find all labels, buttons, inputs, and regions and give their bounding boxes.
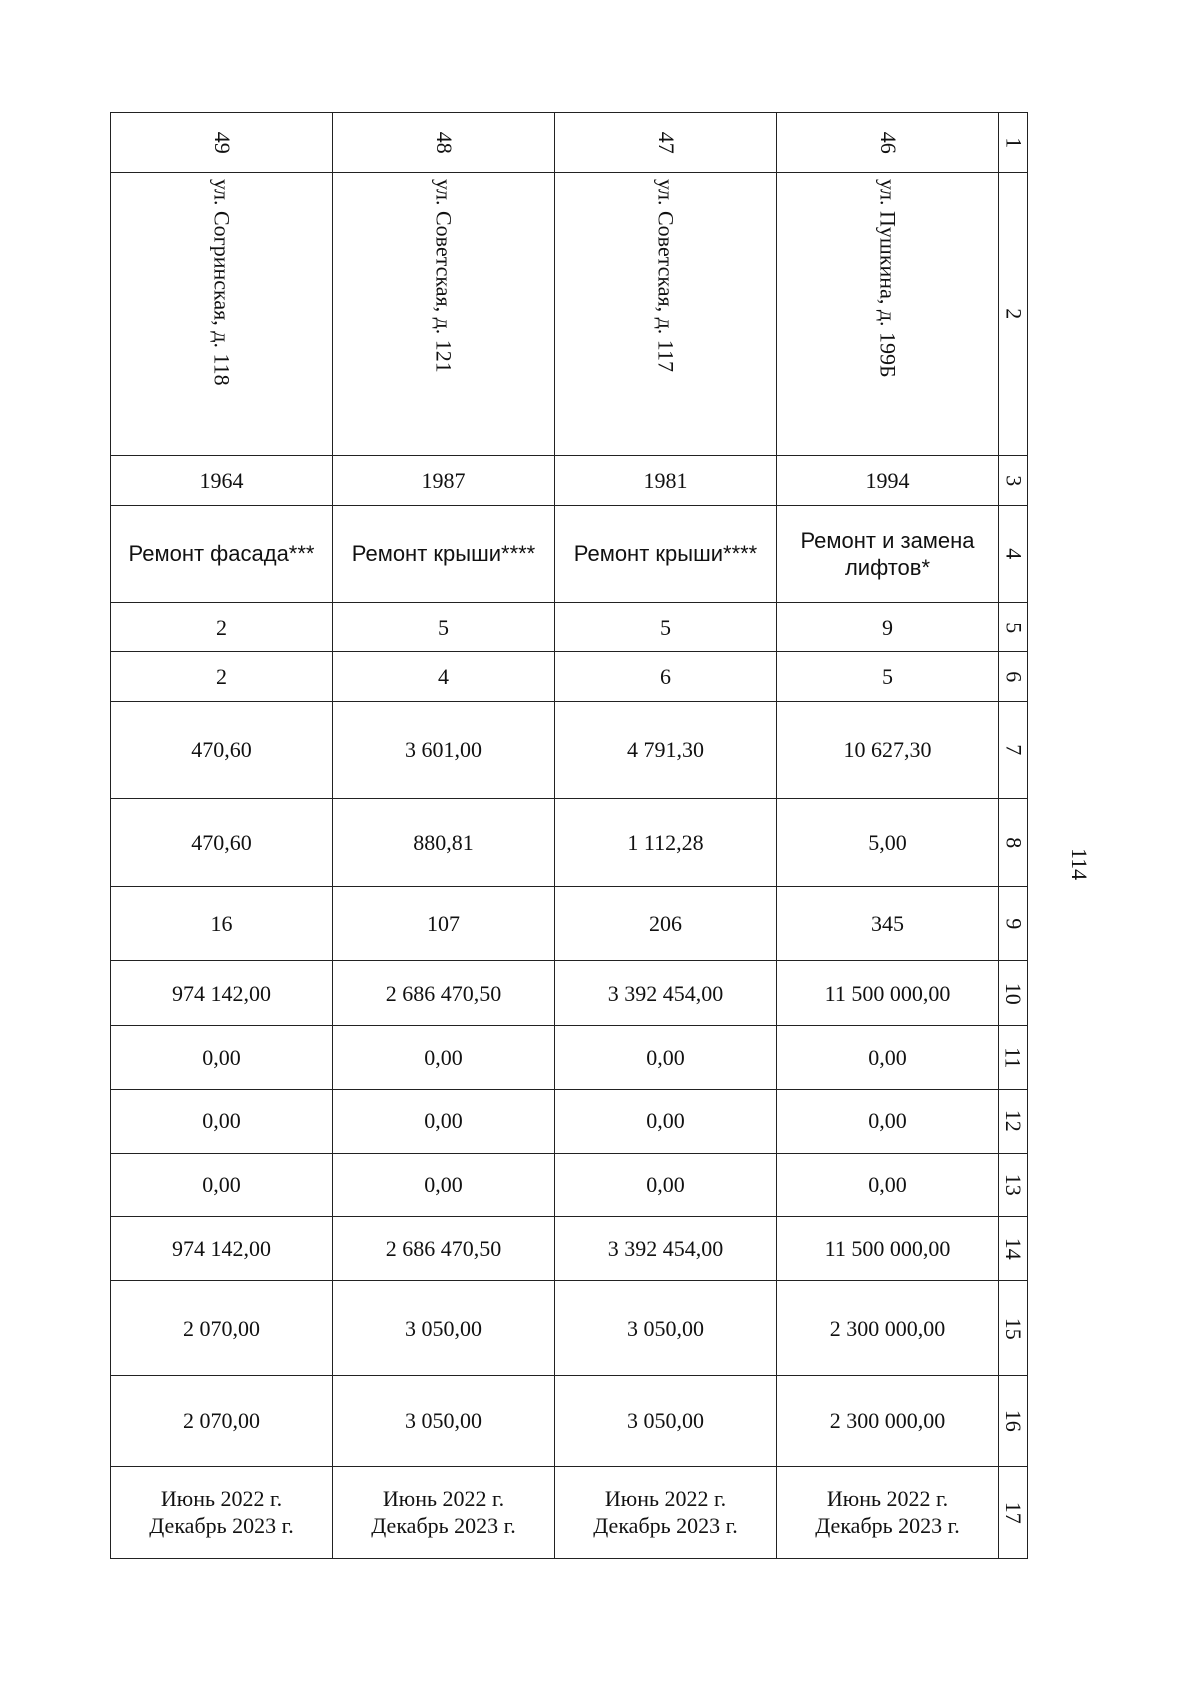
table-cell: 206 [555, 887, 777, 961]
table-cell: 107 [333, 887, 555, 961]
table-cell: 3 392 454,00 [555, 1216, 777, 1280]
cell-period: Июнь 2022 г. Декабрь 2023 г. [333, 1466, 555, 1558]
table-row [111, 113, 1028, 173]
table-row [111, 1281, 1028, 1376]
table-cell: 974 142,00 [111, 961, 333, 1026]
table-row [111, 173, 1028, 456]
table-cell: 3 050,00 [333, 1376, 555, 1466]
table-cell: 3 392 454,00 [555, 961, 777, 1026]
table-cell: 0,00 [333, 1026, 555, 1089]
table-row [111, 506, 1028, 603]
table-cell: 0,00 [555, 1026, 777, 1089]
row-index: 15 [999, 1281, 1028, 1376]
table-cell: 11 500 000,00 [777, 961, 999, 1026]
table-cell: 2 686 470,50 [333, 961, 555, 1026]
table-cell: 11 500 000,00 [777, 1216, 999, 1280]
table-row [111, 1216, 1028, 1280]
table-cell: 9 [777, 603, 999, 652]
table-row [111, 1026, 1028, 1089]
cell-col-num: 47 [555, 113, 777, 173]
cell-year: 1987 [333, 455, 555, 505]
row-index: 17 [999, 1466, 1028, 1558]
table-cell: 2 686 470,50 [333, 1216, 555, 1280]
table-cell: 0,00 [777, 1089, 999, 1153]
cell-period: Июнь 2022 г. Декабрь 2023 г. [555, 1466, 777, 1558]
row-index: 1 [999, 113, 1028, 173]
table-row [111, 798, 1028, 886]
table-cell: 2 [111, 652, 333, 701]
row-index: 13 [999, 1153, 1028, 1216]
table-cell: 4 [333, 652, 555, 701]
table-cell: 1 112,28 [555, 798, 777, 886]
table-cell: 4 791,30 [555, 701, 777, 798]
cell-year: 1964 [111, 455, 333, 505]
table-cell: 880,81 [333, 798, 555, 886]
table-row [111, 887, 1028, 961]
table-cell: 5 [777, 652, 999, 701]
table-cell: 6 [555, 652, 777, 701]
table-cell: 0,00 [777, 1026, 999, 1089]
row-index: 6 [999, 652, 1028, 701]
table-row [111, 652, 1028, 701]
cell-work-type: Ремонт крыши**** [333, 506, 555, 603]
table-cell: 0,00 [777, 1153, 999, 1216]
table-cell: 0,00 [555, 1153, 777, 1216]
row-index: 2 [999, 173, 1028, 456]
table-cell: 2 300 000,00 [777, 1376, 999, 1466]
cell-address: ул. Пушкина, д. 199Б [777, 173, 999, 456]
table-cell: 3 050,00 [555, 1281, 777, 1376]
table-cell: 345 [777, 887, 999, 961]
cell-work-type: Ремонт фасада*** [111, 506, 333, 603]
table-cell: 16 [111, 887, 333, 961]
row-index: 10 [999, 961, 1028, 1026]
table-cell: 0,00 [555, 1089, 777, 1153]
cell-period: Июнь 2022 г. Декабрь 2023 г. [777, 1466, 999, 1558]
table-row [111, 1089, 1028, 1153]
table-cell: 2 070,00 [111, 1376, 333, 1466]
table-row [111, 701, 1028, 798]
table-cell: 0,00 [111, 1026, 333, 1089]
table-cell: 5 [333, 603, 555, 652]
cell-address: ул. Согринская, д. 118 [111, 173, 333, 456]
table-cell: 3 050,00 [333, 1281, 555, 1376]
cell-year: 1994 [777, 455, 999, 505]
row-index: 16 [999, 1376, 1028, 1466]
cell-period: Июнь 2022 г. Декабрь 2023 г. [111, 1466, 333, 1558]
cell-col-num: 48 [333, 113, 555, 173]
table-cell: 2 300 000,00 [777, 1281, 999, 1376]
table-cell: 470,60 [111, 798, 333, 886]
row-index: 5 [999, 603, 1028, 652]
cell-col-num: 46 [777, 113, 999, 173]
row-index: 4 [999, 506, 1028, 603]
table-cell: 10 627,30 [777, 701, 999, 798]
row-index: 7 [999, 701, 1028, 798]
data-table [110, 112, 1028, 1559]
table-cell: 2 [111, 603, 333, 652]
table-cell: 470,60 [111, 701, 333, 798]
table-cell: 5,00 [777, 798, 999, 886]
table-cell: 3 050,00 [555, 1376, 777, 1466]
table-cell: 0,00 [333, 1089, 555, 1153]
table-cell: 5 [555, 603, 777, 652]
table-cell: 974 142,00 [111, 1216, 333, 1280]
table-row [111, 603, 1028, 652]
cell-address: ул. Советская, д. 117 [555, 173, 777, 456]
cell-work-type: Ремонт и замена лифтов* [777, 506, 999, 603]
cell-year: 1981 [555, 455, 777, 505]
cell-address: ул. Советская, д. 121 [333, 173, 555, 456]
cell-work-type: Ремонт крыши**** [555, 506, 777, 603]
table-row [111, 961, 1028, 1026]
row-index: 9 [999, 887, 1028, 961]
table-row [111, 1466, 1028, 1558]
table-cell: 0,00 [111, 1089, 333, 1153]
row-index: 3 [999, 455, 1028, 505]
table-cell: 3 601,00 [333, 701, 555, 798]
table-cell: 2 070,00 [111, 1281, 333, 1376]
table-cell: 0,00 [333, 1153, 555, 1216]
table-cell: 0,00 [111, 1153, 333, 1216]
table-row [111, 455, 1028, 505]
row-index: 11 [999, 1026, 1028, 1089]
cell-col-num: 49 [111, 113, 333, 173]
table-row [111, 1153, 1028, 1216]
row-index: 12 [999, 1089, 1028, 1153]
table-row [111, 1376, 1028, 1466]
page-number: 114 [1067, 848, 1092, 881]
row-index: 8 [999, 798, 1028, 886]
row-index: 14 [999, 1216, 1028, 1280]
